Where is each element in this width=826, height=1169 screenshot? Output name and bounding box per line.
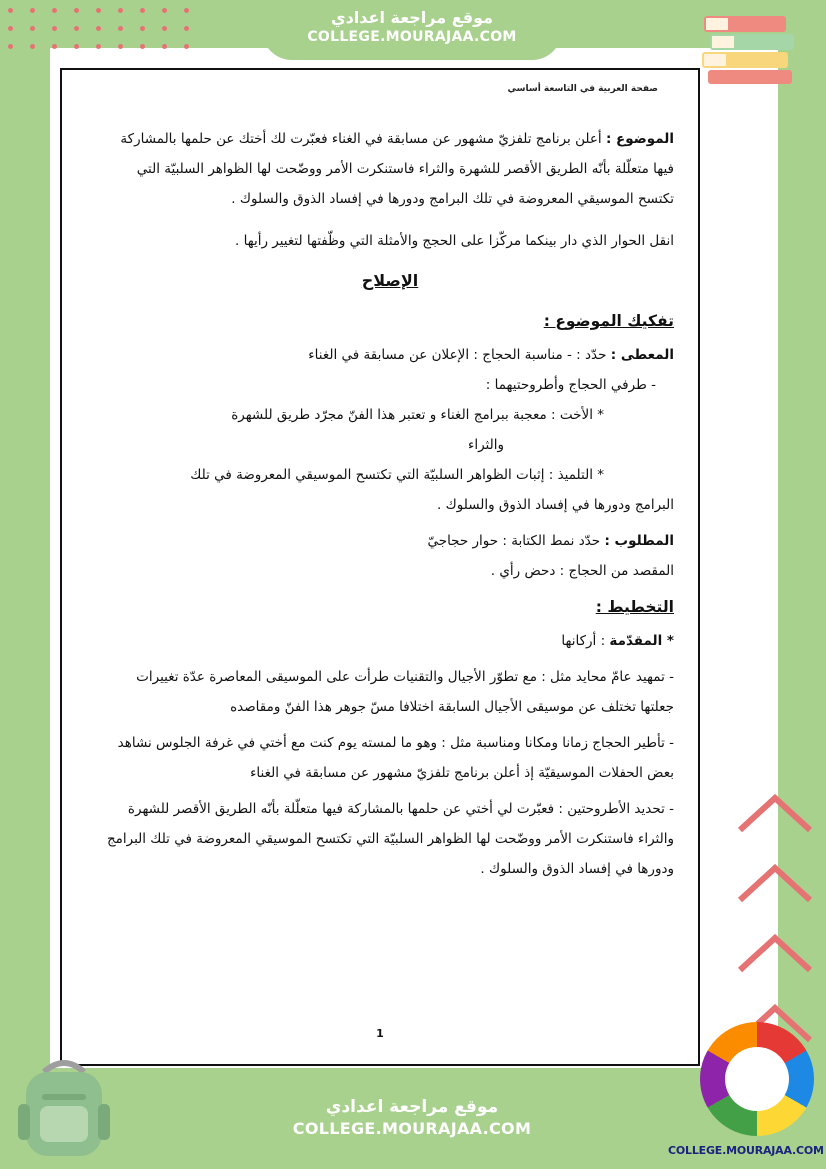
student-line-continued: البرامج ودورها في إفساد الذوق والسلوك . [437,497,674,513]
required-text: حدّد نمط الكتابة : حوار حجاجيّ [427,533,601,549]
given-line [106,340,674,370]
section-analysis-title: تفكيك الموضوع : [543,312,674,330]
page-number: 1 [376,1027,384,1040]
student-line: * التلميذ : إثبات الظواهر السلبيّة التي تكتسح الموسيقي المعروضة في تلك [190,467,604,483]
given-label: المعطى : [610,347,674,363]
top-brand-banner[interactable] [262,0,562,60]
subject-paragraph [106,124,674,214]
backpack-icon [14,1054,114,1160]
intro-label: * المقدّمة [609,633,674,649]
books-icon [700,8,800,88]
bottom-brand-banner[interactable] [262,1076,562,1156]
sister-line-continued: والثراء [467,437,504,453]
document-header: صفحة العربية في التاسعة أساسي [507,84,658,94]
correction-title: الإصلاح [361,271,419,290]
aim-line: المقصد من الحجاج : دحض رأي . [490,563,674,579]
brand-arabic-title: موقع مراجعة اعدادي [325,1097,499,1117]
chevron-decoration-icon [730,790,820,1050]
parties-line: - طرفي الحجاج وأطروحتيهما : [485,377,656,393]
decorative-dots [0,0,200,60]
plan-item: - تمهيد عامّ محايد مثل : مع تطوّر الأجيال والتقنيات طرأت على الموسيقى المعاصرة عدّة تغييرات جعلتها تختلف عن موسيقى الأجيال السابقة اختلافا مسّ جوهر هذا الفنّ ومقاصده [136,669,674,715]
document-page [60,68,700,1066]
subject-text: أعلن برنامج تلفزيّ مشهور عن مسابقة في الغناء فعبّرت لك أختك عن حلمها بالمشاركة فيها متعلّلة بأنّه الطريق الأقصر للشهرة والثراء فاستنكرت الأمر ووضّحت لها الظواهر السلبيّة التي تكتسح الموسيقي المعروضة في تلك البرامج ودورها في إفساد الذوق والسلوك . [120,131,674,207]
sister-line: * الأخت : معجبة ببرامج الغناء و تعتبر هذا الفنّ مجرّد طريق للشهرة [231,407,604,423]
intro-rest: : أركانها [561,633,606,649]
intro-line [106,626,674,656]
section-planning-title: التخطيط : [595,598,674,616]
task-text: انقل الحوار الذي دار بينكما مركّزا على الحجج والأمثلة التي وظّفتها لتغيير رأيها . [235,233,674,249]
plan-item: - تأطير الحجاج زمانا ومكانا ومناسبة مثل : وهو ما لمسته يوم كنت مع أختي في غرفة الجلوس نشاهد بعض الحفلات الموسيقيّة إذ أعلن برنامج تلفزيّ مشهور عن مسابقة في الغناء [117,735,674,781]
required-line [106,526,674,556]
required-label: المطلوب : [604,533,674,549]
brand-domain: COLLEGE.MOURAJAA.COM [292,1119,532,1138]
logo-caption: COLLEGE.MOURAJAA.COM [668,1144,824,1157]
plan-item: - تحديد الأطروحتين : فعبّرت لي أختي عن حلمها بالمشاركة فيها متعلّلة بأنّه الطريق الأقصر للشهرة والثراء فاستنكرت الأمر ووضّحت لها الظواهر السلبيّة التي تكتسح الموسيقي المعروضة في تلك البرامج ودورها في إفساد الذوق والسلوك . [106,801,674,877]
brand-domain: COLLEGE.MOURAJAA.COM [307,29,517,45]
subject-label: الموضوع : [605,131,674,147]
brand-arabic-title: موقع مراجعة اعدادي [330,8,494,27]
document-body [106,124,674,884]
logo-center [725,1047,789,1111]
given-text: حدّد : - مناسبة الحجاج : الإعلان عن مسابقة في الغناء [308,347,607,363]
